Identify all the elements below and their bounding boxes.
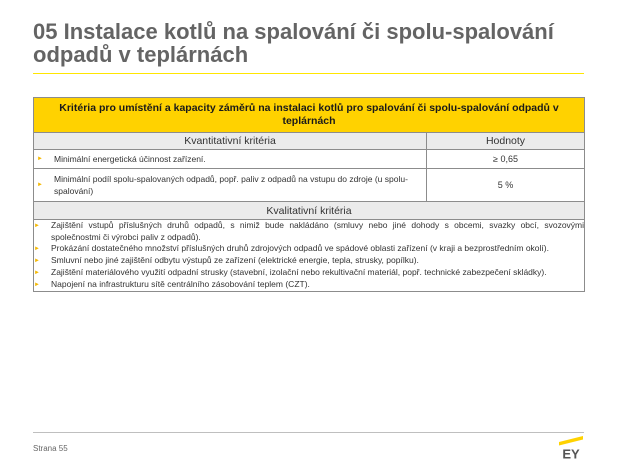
criterion-value: 5 %: [427, 169, 585, 202]
quant-header-row: [34, 133, 585, 150]
list-item: [34, 279, 584, 291]
criterion-value: ≥ 0,65: [427, 150, 585, 169]
table-header-row: [34, 98, 585, 133]
triangle-right-icon: ►: [34, 258, 40, 264]
qual-item-text: Napojení na infrastrukturu sítě centrálního zásobování teplem (CZT).: [51, 279, 310, 289]
title-underline: [33, 73, 584, 74]
qual-criteria-list: [34, 220, 585, 292]
criterion-text: Minimální podíl spolu-spalovaných odpadů, popř. paliv z odpadů na vstupu do zdroje (u spolu-spalování): [54, 174, 408, 196]
triangle-right-icon: ►: [34, 246, 40, 252]
qual-header-row: [34, 202, 585, 220]
triangle-right-icon: ►: [34, 282, 40, 288]
criterion-cell: [34, 150, 427, 169]
qual-item-text: Smluvní nebo jiné zajištění odbytu výstupů ze zařízení (elektrické energie, tepla, strusky, popílku).: [51, 255, 419, 265]
table-row: [34, 150, 585, 169]
list-item: [34, 267, 584, 279]
table-row: [34, 169, 585, 202]
list-item: [34, 255, 584, 267]
page-number: Strana 55: [33, 444, 68, 453]
table-header: Kritéria pro umístění a kapacity záměrů na instalaci kotlů pro spalování či spolu-spalování odpadů v teplárnách: [34, 98, 585, 133]
values-header: Hodnoty: [427, 133, 585, 150]
qual-item-text: Zajištění materiálového využití odpadní strusky (stavební, izolační nebo rekultivační materiál, popř. technické zabezpečení skládky).: [51, 267, 547, 277]
qual-item-text: Zajištění vstupů příslušných druhů odpadů, s nimiž bude nakládáno (smluvy nebo jiné dohody s obcemi, svazky obcí, svozovými společnostmi či výrobci paliv z odpadů).: [51, 220, 585, 242]
list-item: [34, 243, 584, 255]
footer-divider: [33, 432, 584, 433]
slide-title: 05 Instalace kotlů na spalování či spolu-spalování odpadů v teplárnách: [33, 19, 554, 67]
qual-criteria-header: Kvalitativní kritéria: [34, 202, 585, 220]
criteria-table: [33, 97, 585, 292]
logo-text: EY: [562, 446, 580, 460]
list-item: [34, 220, 584, 243]
criterion-cell: [34, 169, 427, 202]
triangle-right-icon: ►: [34, 223, 40, 229]
triangle-right-icon: ►: [37, 182, 43, 188]
triangle-right-icon: ►: [34, 270, 40, 276]
triangle-right-icon: ►: [37, 156, 43, 162]
ey-logo: [556, 436, 586, 460]
qual-list-row: [34, 220, 585, 292]
qual-item-text: Prokázání dostatečného množství příslušných druhů zdrojových odpadů ve spádové oblasti zařízení (v kraji a bezprostředním okolí).: [51, 243, 549, 253]
criterion-text: Minimální energetická účinnost zařízení.: [54, 154, 206, 164]
quant-criteria-header: Kvantitativní kritéria: [34, 133, 427, 150]
